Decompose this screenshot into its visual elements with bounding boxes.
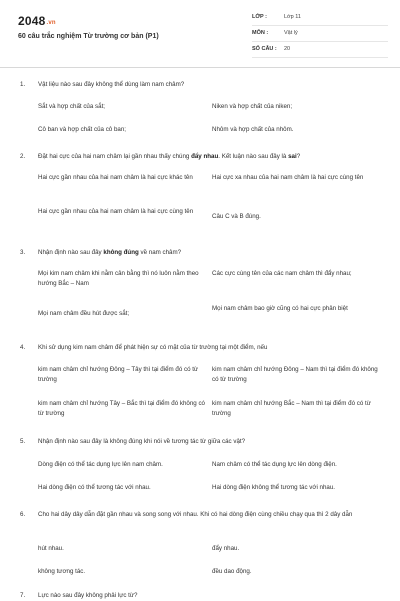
header-divider <box>0 67 400 68</box>
question-text: Nhận định nào sau đây không đúng về nam châm? <box>38 249 182 256</box>
option-a[interactable]: Sắt và hợp chất của sắt; <box>38 103 106 110</box>
question-text: Vật liệu nào sau đây không thể dùng làm nam châm? <box>38 81 185 88</box>
info-label: MÔN : <box>252 30 269 36</box>
option-d[interactable]: Mọi nam châm bao giờ cũng có hai cực phân biệt <box>212 305 348 312</box>
logo-suffix: .vn <box>46 20 56 26</box>
option-c[interactable]: Mọi nam châm đều hút được sắt; <box>38 310 130 317</box>
question-number: 5. <box>20 438 26 445</box>
option-b[interactable]: Hai cực xa nhau của hai nam châm là hai cực cùng tên <box>212 174 364 181</box>
option-d[interactable]: Hai dòng điện không thể tương tác với nhau. <box>212 484 336 491</box>
option-d[interactable]: đều dao động. <box>212 568 252 575</box>
option-c[interactable]: Cô ban và hợp chất của cô ban; <box>38 126 126 133</box>
document-title: 60 câu trắc nghiệm Từ trường cơ bản (P1) <box>18 33 159 40</box>
info-divider <box>252 41 388 42</box>
option-c[interactable]: không tương tác. <box>38 568 86 575</box>
option-a[interactable]: Mọi kim nam châm khi nằm cân bằng thì nó luôn nằm theo hướng Bắc – Nam <box>38 270 199 287</box>
info-value: 20 <box>284 46 291 52</box>
option-d[interactable]: kim nam châm chỉ hướng Bắc – Nam thì tại điểm đó có từ trường <box>212 400 371 417</box>
emphasis-text: đẩy nhau <box>191 153 219 160</box>
page-header <box>0 0 400 62</box>
option-c[interactable]: Hai cực gần nhau của hai nam châm là hai cực cùng tên <box>38 208 194 215</box>
info-label: LỚP : <box>252 14 267 20</box>
site-logo[interactable] <box>18 14 56 28</box>
option-b[interactable]: đẩy nhau. <box>212 545 240 552</box>
option-b[interactable]: Nam châm có thể tác dụng lực lên dòng điện. <box>212 461 337 468</box>
option-d[interactable]: Nhôm và hợp chất của nhôm. <box>212 126 294 133</box>
question-number: 3. <box>20 249 26 256</box>
option-c[interactable]: Hai dòng điện có thể tương tác với nhau. <box>38 484 151 491</box>
info-value: Lớp 11 <box>284 14 301 20</box>
option-a[interactable]: Dòng điện có thể tác dụng lực lên nam châm. <box>38 461 163 468</box>
question-number: 4. <box>20 344 26 351</box>
emphasis-text: sai <box>288 153 297 160</box>
info-value: Vật lý <box>284 30 298 36</box>
info-divider <box>252 25 388 26</box>
question-text: Lực nào sau đây không phải lực từ? <box>38 592 138 599</box>
question-text: Đặt hai cực của hai nam châm lại gần nhau thấy chúng đẩy nhau. Kết luận nào sau đây là sai? <box>38 153 301 160</box>
option-d[interactable]: Câu C và B đúng. <box>212 213 261 220</box>
emphasis-text: không đúng <box>103 249 139 256</box>
question-text: Nhận định nào sau đây là không đúng khi nói về tương tác từ giữa các vật? <box>38 438 246 445</box>
option-c[interactable]: kim nam châm chỉ hướng Tây – Bắc thì tại điểm đó không có từ trường <box>38 400 205 417</box>
option-b[interactable]: Các cực cùng tên của các nam châm thì đẩy nhau; <box>212 270 352 277</box>
question-text: Khi sử dụng kim nam châm để phát hiện sự có mặt của từ trường tại một điểm, nếu <box>38 344 268 351</box>
question-number: 1. <box>20 81 26 88</box>
info-row-subject <box>252 30 388 42</box>
option-a[interactable]: Hai cực gần nhau của hai nam châm là hai cực khác tên <box>38 174 193 181</box>
option-a[interactable]: kim nam châm chỉ hướng Đông – Tây thì tại điểm đó có từ trường <box>38 366 199 383</box>
option-b[interactable]: kim nam châm chỉ hướng Đông – Nam thì tại điểm đó không có từ trường <box>212 366 378 383</box>
info-row-count <box>252 46 388 58</box>
question-text: Cho hai dây dây dẫn đặt gần nhau và song song với nhau. Khi có hai dòng điện cùng chiều chạy qua thì 2 dây dẫn <box>38 511 353 518</box>
question-number: 2. <box>20 153 26 160</box>
info-divider <box>252 57 388 58</box>
logo-text: 2048 <box>18 14 46 28</box>
info-row-class <box>252 14 388 26</box>
option-b[interactable]: Niken và hợp chất của niken; <box>212 103 293 110</box>
question-number: 7. <box>20 592 26 599</box>
question-number: 6. <box>20 511 26 518</box>
info-label: SỐ CÂU : <box>252 46 277 52</box>
option-a[interactable]: hút nhau. <box>38 545 64 552</box>
